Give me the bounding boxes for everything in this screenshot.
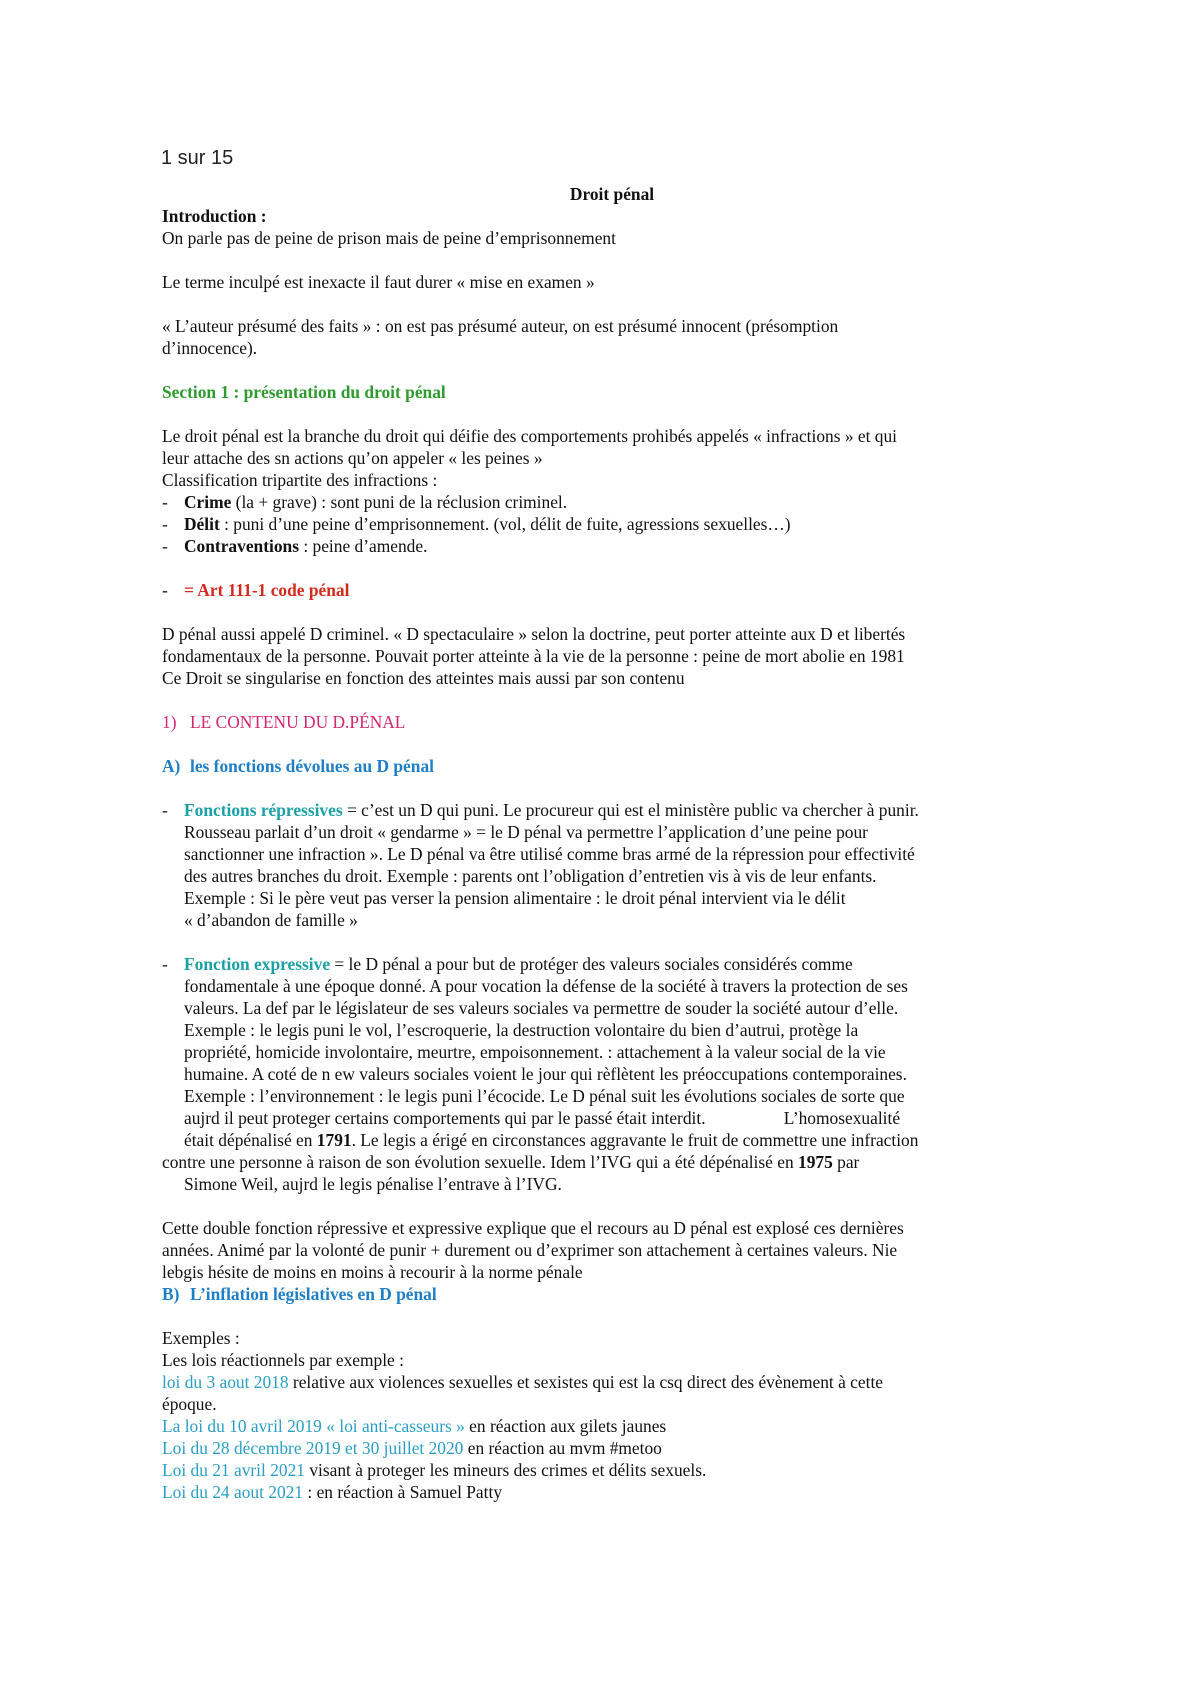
part1-heading <box>162 711 1062 733</box>
heading-number: B) <box>162 1284 180 1304</box>
dash-bullet: - <box>162 954 168 974</box>
paragraph-line: Ce Droit se singularise en fonction des atteintes mais aussi par son contenu <box>162 668 685 688</box>
list-item <box>162 513 1062 535</box>
law-description: époque. <box>162 1394 217 1414</box>
paragraph-line <box>184 1129 1062 1151</box>
subsection-b-heading <box>162 1283 1062 1305</box>
dash-bullet: - <box>162 492 168 512</box>
year-1791: 1791 <box>316 1130 352 1150</box>
paragraph-line: = le D pénal a pour but de protéger des valeurs sociales considérés comme <box>330 954 853 974</box>
law-name: loi du 3 aout 2018 <box>162 1372 289 1392</box>
law-item <box>162 1459 1062 1481</box>
law-name: Loi du 28 décembre 2019 et 30 juillet 2020 <box>162 1438 464 1458</box>
law-name: La loi du 10 avril 2019 « loi anti-casseurs » <box>162 1416 465 1436</box>
repressive-function-item <box>162 799 1062 931</box>
list-text: : peine d’amende. <box>298 536 428 556</box>
article-reference <box>162 579 1062 601</box>
intro-line: d’innocence). <box>162 338 258 358</box>
page-indicator: 1 sur 15 <box>161 147 234 169</box>
paragraph-line: propriété, homicide involontaire, meurtre, empoisonnement. : attachement à la valeur social de la vie <box>184 1042 886 1062</box>
paragraph-line: humaine. A coté de n ew valeurs sociales voient le jour qui rèflètent les préoccupations contemporaines. <box>184 1064 907 1084</box>
line-text: . Le legis a érigé en circonstances aggravante le fruit de commettre une infraction <box>351 1130 919 1150</box>
classification-label: Classification tripartite des infractions : <box>162 470 438 490</box>
heading-number: 1) <box>162 712 177 732</box>
dash-bullet: - <box>162 514 168 534</box>
examples-label: Exemples : <box>162 1328 240 1348</box>
list-term: Délit <box>184 514 220 534</box>
paragraph-line: des autres branches du droit. Exemple : parents ont l’obligation d’entretien vis à vis de leur enfants. <box>184 866 877 886</box>
definition-line: leur attache des sn actions qu’on appeler « les peines » <box>162 448 543 468</box>
conclusion-line: lebgis hésite de moins en moins à recourir à la norme pénale <box>162 1262 583 1282</box>
intro-heading: Introduction : <box>162 206 267 226</box>
article-text: = Art 111-1 code pénal <box>184 580 350 600</box>
paragraph-line: sanctionner une infraction ». Le D pénal va être utilisé comme bras armé de la répression pour effectivité <box>184 844 915 864</box>
reactive-laws-label: Les lois réactionnels par exemple : <box>162 1350 404 1370</box>
heading-text: les fonctions dévolues au D pénal <box>190 756 434 776</box>
list-item <box>162 491 1062 513</box>
expressive-function-item <box>162 953 1062 1151</box>
paragraph-line: fondamentale à une époque donné. A pour vocation la défense de la société à travers la protection de ses <box>184 976 908 996</box>
section1-heading: Section 1 : présentation du droit pénal <box>162 382 446 402</box>
list-text: : puni d’une peine d’emprisonnement. (vol, délit de fuite, agressions sexuelles…) <box>219 514 791 534</box>
line-text: par <box>832 1152 860 1172</box>
intro-line: On parle pas de peine de prison mais de peine d’emprisonnement <box>162 228 616 248</box>
paragraph-line <box>162 1151 1062 1173</box>
law-description: en réaction au mvm #metoo <box>463 1438 662 1458</box>
paragraph-line: valeurs. La def par le législateur de ses valeurs sociales va permettre de souder la société autour d’elle. <box>184 998 899 1018</box>
law-description: en réaction aux gilets jaunes <box>464 1416 667 1436</box>
law-description: relative aux violences sexuelles et sexistes qui est la csq direct des évènement à cette <box>288 1372 883 1392</box>
law-description: visant à proteger les mineurs des crimes et délits sexuels. <box>304 1460 707 1480</box>
list-text: (la + grave) : sont puni de la réclusion criminel. <box>231 492 568 512</box>
law-name: Loi du 24 aout 2021 <box>162 1482 304 1502</box>
law-item <box>162 1437 1062 1459</box>
line-text: Simone Weil, aujrd le legis pénalise l’entrave à l’IVG. <box>184 1174 562 1194</box>
paragraph-line: aujrd il peut proteger certains comportements qui par le passé était interdit. L’homosexualité <box>184 1108 901 1128</box>
law-description: : en réaction à Samuel Patty <box>303 1482 503 1502</box>
conclusion-line: Cette double fonction répressive et expressive explique que el recours au D pénal est explosé ces dernières <box>162 1218 904 1238</box>
law-item <box>162 1415 1062 1437</box>
paragraph-line: Exemple : Si le père veut pas verser la pension alimentaire : le droit pénal intervient via le délit <box>184 888 846 908</box>
year-1975: 1975 <box>798 1152 833 1172</box>
paragraph-line: « d’abandon de famille » <box>184 910 358 930</box>
list-term: Contraventions <box>184 536 299 556</box>
intro-line: Le terme inculpé est inexacte il faut durer « mise en examen » <box>162 272 595 292</box>
definition-line: Le droit pénal est la branche du droit qui déifie des comportements prohibés appelés « infractions » et qui <box>162 426 898 446</box>
subsection-a-heading <box>162 755 1062 777</box>
document-body <box>162 183 1062 1503</box>
document-title: Droit pénal <box>569 184 655 204</box>
term-expressive: Fonction expressive <box>184 954 331 974</box>
law-item <box>162 1393 1062 1415</box>
line-text: était dépénalisé en <box>184 1130 317 1150</box>
paragraph-line: = c’est un D qui puni. Le procureur qui est el ministère public va chercher à punir. <box>342 800 919 820</box>
heading-number: A) <box>162 756 181 776</box>
paragraph-line <box>162 1173 1062 1195</box>
paragraph-line: Exemple : le legis puni le vol, l’escroquerie, la destruction volontaire du bien d’autrui, protège la <box>184 1020 859 1040</box>
law-item <box>162 1481 1062 1503</box>
line-text: contre une personne à raison de son évolution sexuelle. Idem l’IVG qui a été dépénalisé en <box>162 1152 798 1172</box>
conclusion-line: années. Animé par la volonté de punir + durement ou d’exprimer son attachement à certaines valeurs. Nie <box>162 1240 898 1260</box>
paragraph-line: fondamentaux de la personne. Pouvait porter atteinte à la vie de la personne : peine de mort abolie en 1981 <box>162 646 905 666</box>
dash-bullet: - <box>162 800 168 820</box>
paragraph-line: Exemple : l’environnement : le legis puni l’écocide. Le D pénal suit les évolutions sociales de sorte que <box>184 1086 905 1106</box>
term-repressive: Fonctions répressives <box>184 800 343 820</box>
dash-bullet: - <box>162 536 168 556</box>
list-term: Crime <box>184 492 232 512</box>
intro-line: « L’auteur présumé des faits » : on est pas présumé auteur, on est présumé innocent (présomption <box>162 316 839 336</box>
heading-text: LE CONTENU DU D.PÉNAL <box>190 712 406 732</box>
dash-bullet: - <box>162 580 168 600</box>
law-item <box>162 1371 1062 1393</box>
paragraph-line: Rousseau parlait d’un droit « gendarme » = le D pénal va permettre l’application d’une peine pour <box>184 822 868 842</box>
list-item <box>162 535 1062 557</box>
law-name: Loi du 21 avril 2021 <box>162 1460 305 1480</box>
heading-text: L’inflation législatives en D pénal <box>190 1284 437 1304</box>
paragraph-line: D pénal aussi appelé D criminel. « D spectaculaire » selon la doctrine, peut porter atteinte aux D et libertés <box>162 624 906 644</box>
